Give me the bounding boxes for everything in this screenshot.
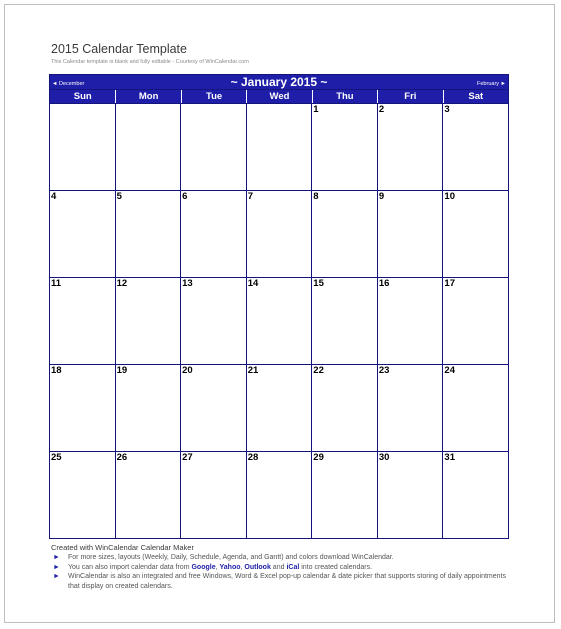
day-number: 11 bbox=[51, 278, 62, 289]
weekday-fri: Fri bbox=[377, 90, 442, 103]
footer-item-more-sizes bbox=[51, 553, 511, 563]
day-number: 1 bbox=[313, 104, 319, 115]
day-cell[interactable] bbox=[378, 451, 444, 538]
day-number: 17 bbox=[444, 278, 455, 289]
month-title: ~ January 2015 ~ bbox=[230, 75, 328, 89]
day-number: 27 bbox=[182, 452, 193, 463]
day-cell[interactable] bbox=[116, 103, 182, 190]
day-number: 20 bbox=[182, 365, 193, 376]
day-number: 26 bbox=[116, 452, 128, 463]
day-number: 18 bbox=[51, 365, 62, 376]
calendar-grid bbox=[49, 103, 509, 539]
footer-item-text: WinCalendar is also an integrated and free Windows, Word & Excel pop-up calendar & date picker that supports storing of daily appointments that display on created calendars. bbox=[68, 573, 506, 590]
day-cell[interactable] bbox=[181, 190, 247, 277]
and-text: and bbox=[270, 563, 287, 571]
day-cell[interactable] bbox=[312, 277, 378, 364]
day-cell[interactable] bbox=[181, 364, 247, 451]
separator-text: , bbox=[215, 563, 220, 571]
arrow-bullet-icon: ► bbox=[53, 563, 60, 571]
day-cell[interactable] bbox=[247, 277, 313, 364]
day-number: 29 bbox=[313, 452, 324, 463]
page-title: 2015 Calendar Template bbox=[51, 42, 187, 56]
day-cell[interactable] bbox=[312, 103, 378, 190]
day-number: 10 bbox=[444, 191, 455, 202]
day-cell[interactable] bbox=[247, 451, 313, 538]
day-cell[interactable] bbox=[443, 190, 509, 277]
day-cell[interactable] bbox=[312, 364, 378, 451]
day-number: 14 bbox=[247, 278, 259, 289]
weekday-mon: Mon bbox=[115, 90, 180, 103]
created-with-text: Created with WinCalendar Calendar Maker bbox=[51, 543, 194, 552]
weekday-thu: Thu bbox=[312, 90, 377, 103]
next-month-link[interactable]: February ► bbox=[477, 81, 506, 87]
day-cell[interactable] bbox=[116, 364, 182, 451]
day-cell[interactable] bbox=[378, 190, 444, 277]
day-number: 25 bbox=[51, 452, 62, 463]
day-number: 12 bbox=[116, 278, 128, 289]
ical-link[interactable]: iCal bbox=[286, 563, 300, 571]
day-cell[interactable] bbox=[378, 277, 444, 364]
page-subtitle: This Calendar template is blank and fully editable - Courtesy of WinCalendar.com bbox=[51, 59, 249, 65]
day-number: 24 bbox=[444, 365, 455, 376]
weekday-tue: Tue bbox=[181, 90, 246, 103]
day-cell[interactable] bbox=[443, 364, 509, 451]
day-cell[interactable] bbox=[50, 451, 116, 538]
prev-month-link[interactable]: ◄ December bbox=[52, 81, 85, 87]
day-number: 4 bbox=[51, 191, 57, 202]
footer-notes bbox=[51, 543, 511, 591]
day-cell[interactable] bbox=[181, 103, 247, 190]
day-number: 5 bbox=[116, 191, 122, 202]
day-cell[interactable] bbox=[116, 190, 182, 277]
footer-list bbox=[51, 553, 511, 591]
day-cell[interactable] bbox=[312, 451, 378, 538]
day-number: 31 bbox=[444, 452, 455, 463]
footer-item-text-suffix: into created calendars. bbox=[299, 563, 373, 571]
day-cell[interactable] bbox=[50, 103, 116, 190]
day-number: 23 bbox=[378, 365, 390, 376]
day-cell[interactable] bbox=[443, 451, 509, 538]
footer-item-text-prefix: You can also import calendar data from bbox=[68, 563, 192, 571]
weekday-sun: Sun bbox=[73, 91, 92, 102]
weekday-header bbox=[49, 90, 509, 103]
day-cell[interactable] bbox=[50, 364, 116, 451]
separator-text: , bbox=[240, 563, 245, 571]
day-number: 22 bbox=[313, 365, 324, 376]
calendar bbox=[49, 74, 509, 539]
day-cell[interactable] bbox=[378, 103, 444, 190]
day-cell[interactable] bbox=[443, 277, 509, 364]
day-number: 28 bbox=[247, 452, 259, 463]
day-number: 15 bbox=[313, 278, 324, 289]
day-cell[interactable] bbox=[181, 451, 247, 538]
day-cell[interactable] bbox=[443, 103, 509, 190]
day-cell[interactable] bbox=[247, 103, 313, 190]
arrow-bullet-icon: ► bbox=[53, 573, 60, 580]
weekday-wed: Wed bbox=[246, 90, 311, 103]
day-cell[interactable] bbox=[378, 364, 444, 451]
day-cell[interactable] bbox=[247, 190, 313, 277]
day-cell[interactable] bbox=[312, 190, 378, 277]
yahoo-link[interactable]: Yahoo bbox=[219, 563, 241, 571]
day-number: 6 bbox=[182, 191, 188, 202]
day-number: 7 bbox=[247, 191, 253, 202]
google-link[interactable]: Google bbox=[191, 563, 216, 571]
arrow-bullet-icon: ► bbox=[53, 554, 60, 561]
day-number: 13 bbox=[182, 278, 193, 289]
day-number: 8 bbox=[313, 191, 319, 202]
footer-item-popup bbox=[51, 572, 511, 591]
day-number: 3 bbox=[444, 104, 450, 115]
footer-item-text: For more sizes, layouts (Weekly, Daily, Schedule, Agenda, and Gantt) and colors download WinCalendar. bbox=[68, 554, 394, 561]
day-number: 30 bbox=[378, 452, 390, 463]
day-cell[interactable] bbox=[116, 451, 182, 538]
day-cell[interactable] bbox=[50, 277, 116, 364]
day-number: 2 bbox=[378, 104, 385, 115]
day-cell[interactable] bbox=[181, 277, 247, 364]
day-number: 9 bbox=[378, 191, 385, 202]
day-cell[interactable] bbox=[116, 277, 182, 364]
day-number: 21 bbox=[247, 365, 259, 376]
footer-item-import bbox=[51, 563, 511, 573]
day-number: 19 bbox=[116, 365, 128, 376]
weekday-sat: Sat bbox=[443, 90, 508, 103]
day-cell[interactable] bbox=[50, 190, 116, 277]
day-cell[interactable] bbox=[247, 364, 313, 451]
day-number: 16 bbox=[378, 278, 390, 289]
month-bar bbox=[49, 74, 509, 90]
outlook-link[interactable]: Outlook bbox=[244, 563, 271, 571]
